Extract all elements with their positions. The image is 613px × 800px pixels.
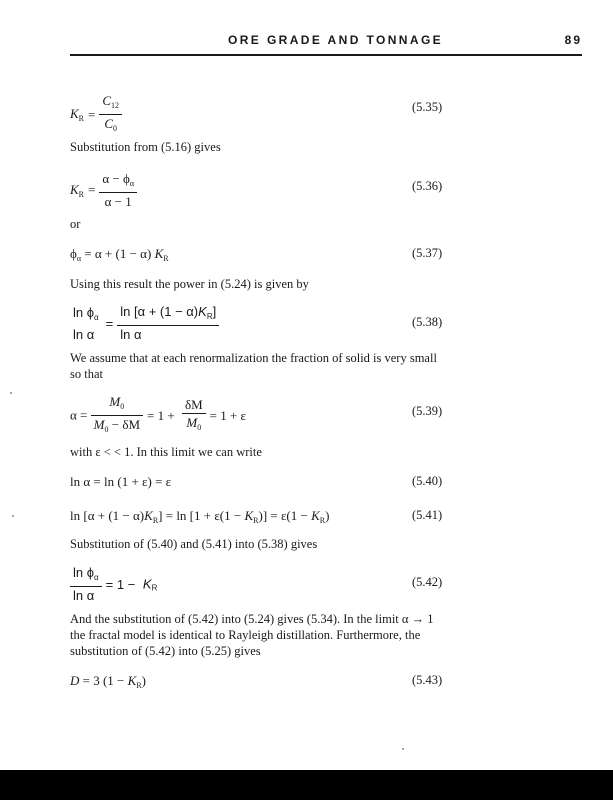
equation-number: (5.36): [412, 179, 443, 193]
scan-bottom-edge: [0, 770, 613, 800]
equation-number: (5.40): [412, 474, 443, 488]
running-title: ORE GRADE AND TONNAGE: [228, 33, 444, 47]
scan-speck: [402, 748, 404, 750]
equation-5-41: $\ln [\alpha + (1 - \alpha)K_R] = \ln [1 + \varepsilon(1 - K_R)] = \varepsilon(1 - K_R)$: [70, 508, 330, 525]
scan-speck: [12, 515, 14, 517]
page-number: 89: [564, 33, 582, 47]
equation-5-37: $\phi_\alpha = \alpha + (1 - \alpha)$ $K_R$: [70, 246, 169, 263]
equation-5-43: D = 3 $(1 - K_R)$: [70, 673, 146, 690]
paragraph: Using this result the power in (5.24) is given by: [70, 277, 309, 291]
header-rule: [70, 54, 582, 56]
paragraph: or: [70, 217, 81, 231]
equation-number: (5.42): [412, 575, 443, 589]
paragraph: We assume that at each renormalization the fraction of solid is very small so that: [70, 351, 437, 381]
equation-number: (5.38): [412, 315, 443, 329]
paragraph: with ε < < 1. In this limit we can write: [70, 445, 262, 459]
paragraph: Substitution of (5.40) and (5.41) into (5.38) gives: [70, 537, 318, 551]
equation-5-39: α = $\frac{M_0}{M_0 - \delta M}$ = 1 + $\frac{\delta M}{M_0}$ = 1 + ε: [70, 394, 247, 434]
equation-number: (5.41): [412, 508, 443, 522]
scan-speck: [10, 392, 12, 394]
equation-5-42: $\frac{\ln \phi_\alpha}{\text{ln α}}$ = $1 - K_R$: [70, 564, 157, 604]
equation-number: (5.35): [412, 100, 443, 114]
equation-5-35: $K_R$ = $\frac{C_{12}}{C_0}$: [70, 92, 122, 137]
paragraph: And the substitution of (5.42) into (5.24) gives (5.34). In the limit α → 1 the fractal model is identical to Rayleigh distillation. Furthermore, the substitution of (5.42) into (5.25) gives: [70, 612, 434, 658]
equation-5-40: ln α = ln (1 + ε) = ε: [70, 474, 172, 489]
equation-5-38: $\ln \phi_\alpha$ ln α = $\frac{\ln [\alpha + (1 - \alpha)K_R]}{\text{ln α}}$: [70, 303, 219, 343]
equation-number: (5.39): [412, 404, 443, 418]
paragraph: Substitution from (5.16) gives: [70, 140, 221, 154]
equation-number: (5.37): [412, 246, 443, 260]
equation-number: (5.43): [412, 673, 443, 687]
equation-5-36: $K_R$ = $\frac{\alpha - \phi_\alpha}{\alpha - 1}$: [70, 170, 137, 210]
page-header: [70, 31, 582, 51]
